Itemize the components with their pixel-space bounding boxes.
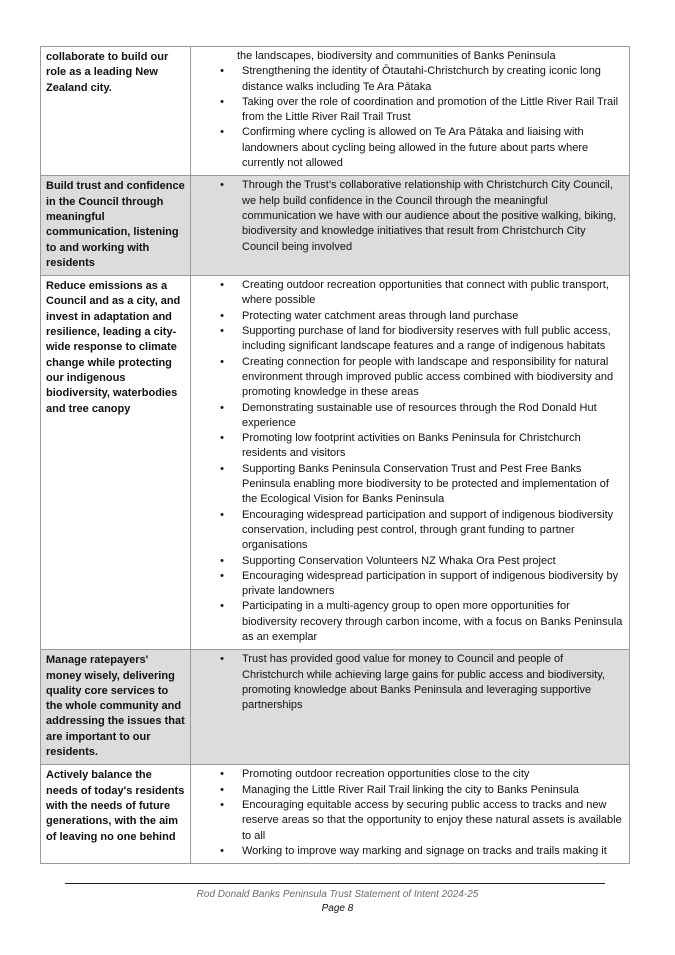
actions-cell bbox=[191, 765, 630, 864]
list-item-text: Managing the Little River Rail Trail linking the city to Banks Peninsula bbox=[242, 783, 579, 796]
list-item bbox=[195, 508, 623, 554]
bullet-icon: • bbox=[220, 126, 224, 139]
table-row bbox=[41, 650, 630, 765]
list-item bbox=[195, 783, 623, 798]
bullet-icon: • bbox=[220, 508, 224, 521]
list-item-text: Creating connection for people with landscape and responsibility for natural environment through improved public access combined with biodiversity and promoting knowledge in these areas bbox=[242, 355, 614, 399]
bullet-icon: • bbox=[220, 554, 224, 567]
list-item bbox=[195, 844, 623, 859]
list-item-text: Through the Trust’s collaborative relationship with Christchurch City Council, we help build confidence in the Council through the meaningful communication we have with our audience about the positive walking, biking, biodiversity and knowledge initiatives that result from Christchurch City Council being involved bbox=[242, 179, 617, 253]
bullet-icon: • bbox=[220, 783, 224, 796]
bullet-icon: • bbox=[220, 309, 224, 322]
list-item bbox=[195, 95, 623, 126]
list-item bbox=[195, 178, 623, 254]
list-item-text: Strengthening the identity of Ōtautahi-Christchurch by creating iconic long distance walks including Te Ara Pātaka bbox=[242, 65, 601, 93]
list-item bbox=[195, 554, 623, 569]
bullet-icon: • bbox=[220, 179, 224, 192]
bullet-icon: • bbox=[220, 432, 224, 445]
footer-page-number: Page 8 bbox=[321, 903, 354, 914]
list-item-text: Trust has provided good value for money to Council and people of Christchurch while achieving large gains for public access and biodiversity, promoting knowledge about Banks Peninsula and leveraging supportive partnerships bbox=[242, 653, 605, 712]
actions-cell bbox=[191, 47, 630, 176]
list-item-text: Protecting water catchment areas through land purchase bbox=[242, 309, 519, 322]
list-item bbox=[195, 309, 623, 324]
action-list bbox=[195, 64, 623, 171]
list-item bbox=[195, 324, 623, 355]
continued-text: the landscapes, biodiversity and communities of Banks Peninsula bbox=[237, 50, 556, 62]
list-item bbox=[195, 125, 623, 171]
bullet-icon: • bbox=[220, 798, 224, 811]
list-item bbox=[195, 64, 623, 95]
actions-cell bbox=[191, 176, 630, 276]
bullet-icon: • bbox=[220, 65, 224, 78]
goals-table-body bbox=[41, 47, 630, 864]
bullet-icon: • bbox=[220, 279, 224, 292]
list-item bbox=[195, 599, 623, 645]
list-item-text: Encouraging widespread participation and support of indigenous biodiversity conservation, including pest control, through grant funding to partner organisations bbox=[242, 508, 614, 552]
list-item-text: Promoting outdoor recreation opportunities close to the city bbox=[242, 768, 530, 781]
list-item-text: Creating outdoor recreation opportunities that connect with public transport, where possible bbox=[242, 279, 609, 307]
goal-cell: Manage ratepayers' money wisely, delivering quality core services to the whole community and addressing the issues that are important to our residents. bbox=[41, 650, 191, 765]
bullet-icon: • bbox=[220, 600, 224, 613]
list-item-text: Participating in a multi-agency group to open more opportunities for biodiversity recovery through carbon income, with a focus on Banks Peninsula as an exemplar bbox=[242, 600, 623, 643]
actions-cell bbox=[191, 276, 630, 650]
footer-divider bbox=[65, 883, 605, 884]
action-list bbox=[195, 652, 623, 713]
list-item-text: Working to improve way marking and signage on tracks and trails making it bbox=[242, 844, 607, 857]
footer-document-title: Rod Donald Banks Peninsula Trust Statement of Intent 2024-25 bbox=[196, 889, 479, 900]
bullet-icon: • bbox=[220, 355, 224, 368]
bullet-icon: • bbox=[220, 653, 224, 666]
bullet-icon: • bbox=[220, 401, 224, 414]
table-row bbox=[41, 276, 630, 650]
list-item-text: Promoting low footprint activities on Banks Peninsula for Christchurch residents and visitors bbox=[242, 432, 581, 460]
table-row bbox=[41, 765, 630, 864]
list-item bbox=[195, 798, 623, 844]
list-item-text: Encouraging equitable access by securing public access to tracks and new reserve areas so that the opportunity to enjoy these natural assets is available to all bbox=[242, 798, 622, 842]
goals-table bbox=[40, 46, 630, 864]
list-item bbox=[195, 569, 623, 600]
table-row bbox=[41, 47, 630, 176]
list-item-text: Supporting purchase of land for biodiversity reserves with full public access, including significant landscape features and a range of indigenous habitats bbox=[242, 325, 611, 353]
list-item-text: Taking over the role of coordination and promotion of the Little River Rail Trail from the Little River Rail Trail Trust bbox=[242, 95, 619, 124]
bullet-icon: • bbox=[220, 768, 224, 781]
list-item bbox=[195, 767, 623, 782]
bullet-icon: • bbox=[220, 95, 224, 108]
bullet-icon: • bbox=[220, 462, 224, 475]
goal-cell: Actively balance the needs of today's residents with the needs of future generations, with the aim of leaving no one behind bbox=[41, 765, 191, 864]
list-item-text: Demonstrating sustainable use of resources through the Rod Donald Hut experience bbox=[242, 401, 597, 429]
list-item-text: Encouraging widespread participation in support of indigenous biodiversity by private landowners bbox=[242, 569, 619, 598]
bullet-icon: • bbox=[220, 325, 224, 338]
action-list bbox=[195, 767, 623, 859]
list-item bbox=[195, 401, 623, 432]
list-item bbox=[195, 431, 623, 462]
list-item-text: Supporting Banks Peninsula Conservation Trust and Pest Free Banks Peninsula enabling more biodiversity to be protected and implementation of the Ecological Vision for Banks Peninsula bbox=[242, 462, 609, 506]
list-item bbox=[195, 462, 623, 508]
goal-cell: Reduce emissions as a Council and as a city, and invest in adaptation and resilience, leading a city-wide response to climate change while protecting our indigenous biodiversity, waterbodies and tree canopy bbox=[41, 276, 191, 650]
goal-cell: Build trust and confidence in the Council through meaningful communication, listening to and working with residents bbox=[41, 176, 191, 276]
list-item bbox=[195, 355, 623, 401]
list-item bbox=[195, 652, 623, 713]
goal-cell: collaborate to build our role as a leading New Zealand city. bbox=[41, 47, 191, 176]
action-list bbox=[195, 278, 623, 645]
action-list bbox=[195, 178, 623, 254]
table-row bbox=[41, 176, 630, 276]
bullet-icon: • bbox=[220, 569, 224, 582]
list-item-text: Confirming where cycling is allowed on Te Ara Pātaka and liaising with landowners about cycling being allowed in the future about parts where currently not allowed bbox=[242, 126, 589, 170]
actions-cell bbox=[191, 650, 630, 765]
list-item-text: Supporting Conservation Volunteers NZ Whaka Ora Pest project bbox=[242, 554, 556, 567]
list-item bbox=[195, 278, 623, 309]
bullet-icon: • bbox=[220, 844, 224, 857]
